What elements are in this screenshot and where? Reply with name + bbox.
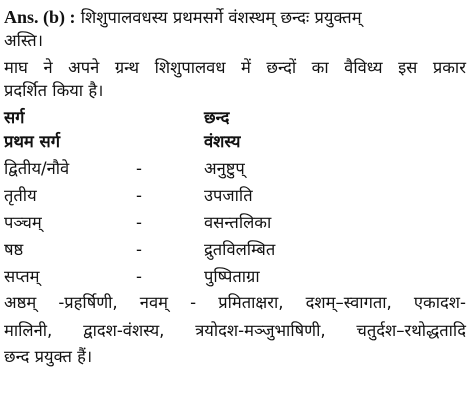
intro-word: ग्रन्थ xyxy=(114,58,140,77)
table-header-sarga: सर्ग xyxy=(4,108,25,127)
closing-word: प्रमिताक्षरा, xyxy=(218,293,284,312)
intro-word: में xyxy=(241,58,251,77)
answer-label: Ans. (b) : xyxy=(4,7,76,27)
table-row-separator: - xyxy=(136,267,142,286)
closing-word: मालिनी, xyxy=(4,321,53,340)
intro-word: अपने xyxy=(68,58,100,77)
closing-word: अष्ठम् xyxy=(4,293,37,312)
intro-word: प्रकार xyxy=(432,58,466,77)
closing-word: दशम्–स्वागता, xyxy=(305,293,392,312)
table-row-separator: - xyxy=(136,159,142,178)
intro-word: छन्दों xyxy=(266,58,297,77)
table-row-chhand: अनुष्टुप् xyxy=(204,159,245,178)
answer-text: शिशुपालवधस्य प्रथमसर्गे वंशस्थम् छन्दः प्रयुक्तम् xyxy=(80,8,362,27)
intro-line-2: प्रदर्शित किया है। xyxy=(4,81,104,100)
table-row-chhand: वसन्तलिका xyxy=(204,213,272,232)
table-row-separator: - xyxy=(136,213,142,232)
intro-word: का xyxy=(311,58,329,77)
table-row-chhand: पुष्पिताग्रा xyxy=(204,267,260,286)
intro-word: वैविध्य xyxy=(344,58,383,77)
table-row-sarga: सप्तम् xyxy=(4,267,40,286)
answer-line-1 xyxy=(4,6,362,29)
intro-word: माघ xyxy=(4,58,28,77)
closing-word: - xyxy=(190,293,197,312)
table-row-sarga: षष्ठ xyxy=(4,240,24,259)
closing-word: त्रयोदश-मञ्जुभाषिणी, xyxy=(195,321,326,340)
intro-line-1 xyxy=(4,57,466,79)
table-row-chhand: उपजाति xyxy=(204,186,253,205)
closing-word: -प्रहर्षिणी, xyxy=(58,293,118,312)
table-row-chhand: द्रुतविलम्बित xyxy=(204,240,276,259)
closing-word: चतुर्दश–रथोद्धतादि xyxy=(356,321,466,340)
closing-line-2 xyxy=(4,320,466,342)
table-row-separator: - xyxy=(136,186,142,205)
table-header-chhand: छन्द xyxy=(204,108,230,127)
intro-word: इस xyxy=(398,58,418,77)
table-row-sarga: प्रथम सर्ग xyxy=(4,132,60,151)
intro-word: ने xyxy=(43,58,53,77)
closing-line-3: छन्द प्रयुक्त हैं। xyxy=(4,347,93,366)
table-row-sarga: तृतीय xyxy=(4,186,37,205)
answer-line-2: अस्ति। xyxy=(4,31,43,50)
intro-word: शिशुपालवध xyxy=(154,58,226,77)
closing-word: एकादश- xyxy=(413,293,466,312)
table-row-chhand: वंशस्य xyxy=(204,132,241,151)
closing-line-1 xyxy=(4,292,466,314)
closing-word: द्वादश-वंशस्य, xyxy=(83,321,165,340)
table-row-sarga: द्वितीय/नौवे xyxy=(4,159,70,178)
table-row-separator: - xyxy=(136,240,142,259)
closing-word: नवम् xyxy=(139,293,168,312)
table-row-sarga: पञ्चम् xyxy=(4,213,42,232)
